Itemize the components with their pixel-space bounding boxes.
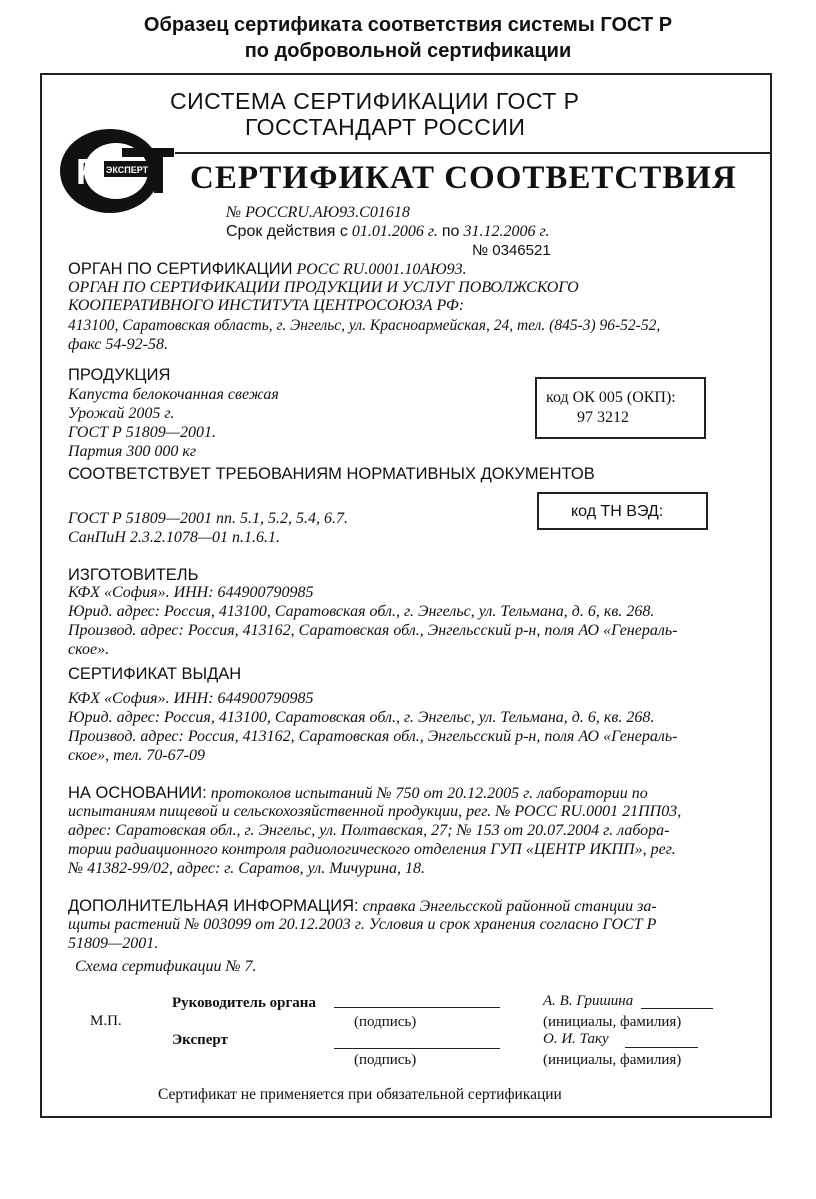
page-heading-line1: Образец сертификата соответствия системы ГОСТ Р	[143, 14, 673, 36]
svg-text:ЭКСПЕРТ: ЭКСПЕРТ	[106, 165, 149, 175]
product-line-4: Партия 300 000 кг	[68, 443, 197, 460]
expert-name-caption: (инициалы, фамилия)	[543, 1052, 682, 1068]
product-line-2: Урожай 2005 г.	[68, 405, 175, 422]
certification-scheme: Схема сертификации № 7.	[75, 958, 257, 975]
cert-body-line1: ОРГАН ПО СЕРТИФИКАЦИИ РОСС RU.0001.10АЮ93.	[68, 260, 467, 278]
product-line-1: Капуста белокочанная свежая	[68, 386, 279, 403]
cert-body-line5: факс 54-92-58.	[68, 336, 168, 353]
head-name: А. В. Гришина	[543, 993, 634, 1009]
conformity-line-2: СанПиН 2.3.2.1078—01 п.1.6.1.	[68, 529, 281, 546]
conformity-line-1: ГОСТ Р 51809—2001 пп. 5.1, 5.2, 5.4, 6.7.	[68, 510, 349, 527]
okp-code-box	[535, 377, 706, 439]
head-name-line	[641, 993, 713, 1009]
certificate-number: № РОССRU.АЮ93.С01618	[226, 204, 410, 221]
manufacturer-line-4: ское».	[68, 641, 110, 658]
expert-name-line	[625, 1032, 698, 1048]
basis-line-0: НА ОСНОВАНИИ: протоколов испытаний № 750 от 20.12.2005 г. лаборатории по	[68, 784, 648, 802]
tnved-label: код ТН ВЭД:	[571, 503, 664, 520]
expert-name: О. И. Таку	[543, 1031, 609, 1047]
head-label: Руководитель органа	[172, 995, 316, 1011]
additional-line-0: ДОПОЛНИТЕЛЬНАЯ ИНФОРМАЦИЯ: справка Энгельсской районной станции за-	[68, 897, 657, 915]
system-title: СИСТЕМА СЕРТИФИКАЦИИ ГОСТ Р	[170, 88, 580, 114]
head-signature-caption: (подпись)	[354, 1014, 417, 1030]
additional-line-1: щиты растений № 003099 от 20.12.2003 г. Условия и срок хранения согласно ГОСТ Р	[68, 916, 657, 933]
okp-value: 97 3212	[577, 409, 629, 426]
manufacturer-line-3: Производ. адрес: Россия, 413162, Саратовская обл., Энгельсский р-н, поля АО «Генераль-	[68, 622, 678, 639]
certificate-title: СЕРТИФИКАТ СООТВЕТСТВИЯ	[190, 160, 737, 196]
conformity-label: СООТВЕТСТВУЕТ ТРЕБОВАНИЯМ НОРМАТИВНЫХ ДОКУМЕНТОВ	[68, 465, 595, 483]
head-signature-line	[334, 993, 500, 1008]
cert-body-line4: 413100, Саратовская область, г. Энгельс, ул. Красноармейская, 24, тел. (845-3) 96-52-52,	[68, 317, 661, 334]
basis-line-1: испытаниям пищевой и сельскохозяйственной продукции, рег. № РОСС RU.0001 21ПП03,	[68, 803, 682, 820]
footer-note: Сертификат не применяется при обязательной сертификации	[158, 1086, 562, 1103]
validity-line: Срок действия с 01.01.2006 г. по 31.12.2006 г.	[226, 223, 550, 240]
gost-r-logo-icon	[58, 128, 174, 214]
product-line-3: ГОСТ Р 51809—2001.	[68, 424, 217, 441]
issued-line-1: КФХ «София». ИНН: 644900790985	[68, 690, 314, 707]
header-rule	[175, 152, 772, 154]
form-number: № 0346521	[472, 242, 551, 259]
manufacturer-line-1: КФХ «София». ИНН: 644900790985	[68, 584, 314, 601]
basis-line-3: тории радиационного контроля радиологического отделения ГУП «ЦЕНТР ИКПП», рег.	[68, 841, 676, 858]
issued-line-2: Юрид. адрес: Россия, 413100, Саратовская обл., г. Энгельс, ул. Тельмана, д. 6, кв. 268.	[68, 709, 655, 726]
expert-signature-line	[334, 1034, 500, 1049]
expert-signature-caption: (подпись)	[354, 1052, 417, 1068]
product-label: ПРОДУКЦИЯ	[68, 366, 171, 384]
cert-body-line3: КООПЕРАТИВНОГО ИНСТИТУТА ЦЕНТРОСОЮЗА РФ:	[68, 297, 465, 314]
tnved-code-box	[537, 492, 708, 530]
head-name-caption: (инициалы, фамилия)	[543, 1014, 682, 1030]
okp-label: код ОК 005 (ОКП):	[546, 389, 676, 406]
svg-text:Р: Р	[76, 151, 101, 192]
cert-body-line2: ОРГАН ПО СЕРТИФИКАЦИИ ПРОДУКЦИИ И УСЛУГ ПОВОЛЖСКОГО	[68, 279, 579, 296]
basis-line-4: № 41382-99/02, адрес: г. Саратов, ул. Мичурина, 18.	[68, 860, 426, 877]
manufacturer-line-2: Юрид. адрес: Россия, 413100, Саратовская обл., г. Энгельс, ул. Тельмана, д. 6, кв. 268.	[68, 603, 655, 620]
page-heading-line2: по добровольной сертификации	[244, 40, 572, 62]
system-subtitle: ГОССТАНДАРТ РОССИИ	[245, 114, 526, 140]
issued-line-4: ское», тел. 70-67-09	[68, 747, 205, 764]
issued-label: СЕРТИФИКАТ ВЫДАН	[68, 665, 242, 683]
additional-line-2: 51809—2001.	[68, 935, 159, 952]
stamp-placeholder: М.П.	[90, 1013, 122, 1029]
issued-line-3: Производ. адрес: Россия, 413162, Саратовская обл., Энгельсский р-н, поля АО «Генераль-	[68, 728, 678, 745]
gost-r-logo	[58, 128, 174, 214]
basis-line-2: адрес: Саратовская обл., г. Энгельс, ул. Полтавская, 27; № 153 от 20.07.2004 г. лабора-	[68, 822, 670, 839]
expert-label: Эксперт	[172, 1032, 228, 1048]
manufacturer-label: ИЗГОТОВИТЕЛЬ	[68, 566, 199, 584]
